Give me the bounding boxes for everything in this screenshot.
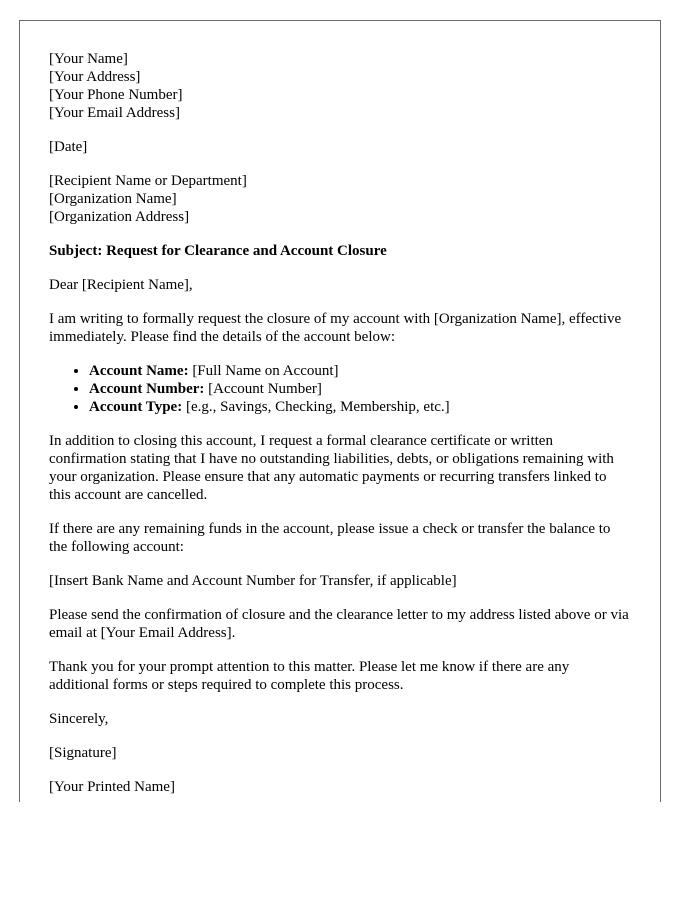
sender-address: [Your Address]	[49, 69, 141, 85]
account-type-value: [e.g., Savings, Checking, Membership, etc.]	[182, 399, 450, 415]
sender-name: [Your Name]	[49, 51, 128, 67]
recipient-address: [Organization Address]	[49, 209, 190, 225]
account-details-list	[49, 362, 631, 416]
bank-placeholder: [Insert Bank Name and Account Number for Transfer, if applicable]	[49, 573, 457, 589]
thanks-paragraph: Thank you for your prompt attention to this matter. Please let me know if there are any additional forms or steps required to complete this process.	[49, 659, 570, 693]
account-type-label: Account Type:	[89, 399, 183, 415]
account-name-value: [Full Name on Account]	[188, 363, 339, 379]
letter-page	[19, 20, 661, 802]
sender-email: [Your Email Address]	[49, 105, 180, 121]
sender-block	[49, 50, 631, 122]
letter-date: [Date]	[49, 139, 88, 155]
list-item	[89, 398, 631, 416]
recipient-block	[49, 172, 631, 226]
sender-phone: [Your Phone Number]	[49, 87, 183, 103]
confirmation-paragraph: Please send the confirmation of closure and the clearance letter to my address listed above or via email at [Your Email Address].	[49, 607, 629, 641]
recipient-name: [Recipient Name or Department]	[49, 173, 247, 189]
clearance-paragraph: In addition to closing this account, I request a formal clearance certificate or written confirmation stating that I have no outstanding liabilities, debts, or obligations remaining with your organization. Please ensure that any automatic payments or recurring transfers linked to this account are cancelled.	[49, 433, 614, 503]
list-item	[89, 380, 631, 398]
printed-name: [Your Printed Name]	[49, 779, 175, 795]
salutation: Dear [Recipient Name],	[49, 277, 193, 293]
recipient-organization: [Organization Name]	[49, 191, 177, 207]
subject-line: Subject: Request for Clearance and Account Closure	[49, 243, 387, 259]
funds-paragraph: If there are any remaining funds in the account, please issue a check or transfer the balance to the following account:	[49, 521, 611, 555]
signature: [Signature]	[49, 745, 117, 761]
list-item	[89, 362, 631, 380]
account-number-value: [Account Number]	[204, 381, 322, 397]
closing: Sincerely,	[49, 711, 109, 727]
account-name-label: Account Name:	[89, 363, 189, 379]
intro-paragraph: I am writing to formally request the closure of my account with [Organization Name], effective immediately. Please find the details of the account below:	[49, 311, 622, 345]
account-number-label: Account Number:	[89, 381, 205, 397]
